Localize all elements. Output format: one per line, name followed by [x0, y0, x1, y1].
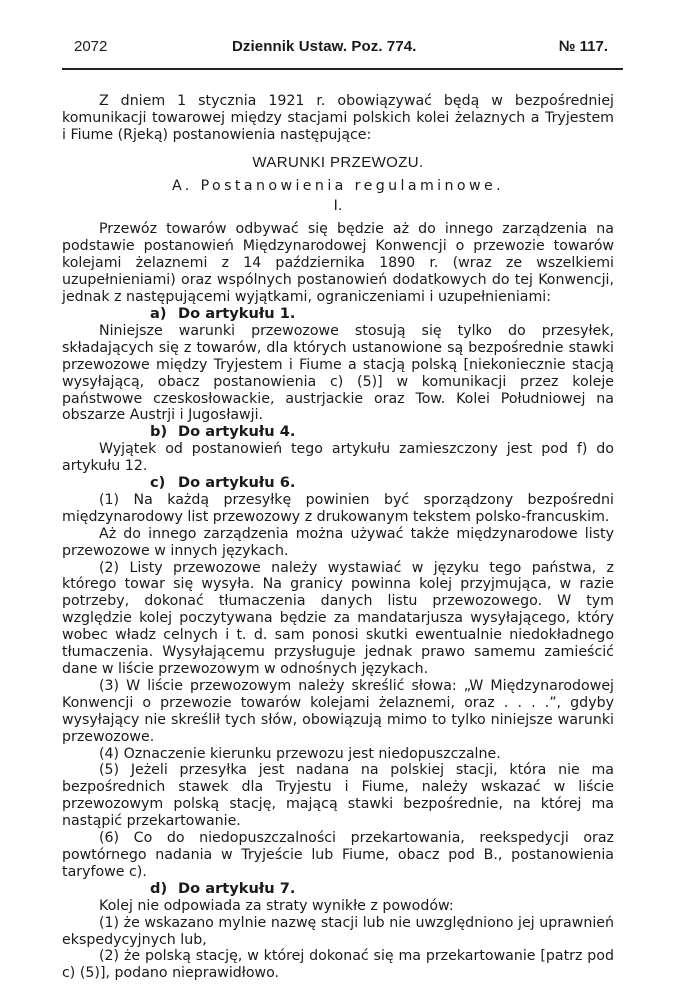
article-heading-a: a) Do artykułu 1.: [150, 304, 296, 322]
running-header: [74, 38, 614, 58]
article-b-paragraph: Wyjątek od postanowień tego artykułu zamieszczony jest pod f) do artykułu 12.: [62, 441, 614, 475]
article-c-paragraph: (5) Jeżeli przesyłka jest nadana na polskiej stacji, która nie ma bezpośrednich stawek dla Tryjestu i Fiume, należy wskazać w liście przewozowym polską stację, mającą stawki bezpośrednie, na której ma nastąpić przekartowanie.: [62, 762, 614, 830]
article-d-paragraph: (1) że wskazano mylnie nazwę stacji lub nie uwzględniono jej uprawnień ekspedycyjnych lub,: [62, 914, 614, 948]
intro-paragraph: Z dniem 1 stycznia 1921 r. obowiązywać będą w bezpośredniej komunikacji towarowej między stacjami polskich kolei żelaznych a Tryjestem i Fiume (Rjeką) postanowienia następujące:: [62, 93, 614, 143]
article-heading-d: d) Do artykułu 7.: [150, 879, 296, 897]
preamble-paragraph: Przewóz towarów odbywać się będzie aż do innego zarządzenia na podstawie postanowień Międzynarodowej Konwencji o przewozie towarów kolejami żelaznemi z 14 października 1890 r. (wraz ze wszelkiemi uzupełnieniami) oraz wspólnych postanowień dodatkowych do tej Konwencji, jednak z następującemi wyjątkami, ograniczeniami i uzupełnieniami:: [62, 221, 614, 306]
article-c-paragraph: (3) W liście przewozowym należy skreślić słowa: „W Międzynarodowej Konwencji o przewozie towarów kolejami żelaznemi, oraz . . . .”, gdyby wysyłający nie skreślił tych słów, obowiązują mimo to tylko niniejsze warunki przewozowe.: [62, 677, 614, 745]
issue-number: № 117.: [558, 38, 608, 55]
article-c-paragraph: Aż do innego zarządzenia można używać także międzynarodowe listy przewozowe w innych językach.: [62, 525, 614, 559]
article-c-paragraph: (4) Oznaczenie kierunku przewozu jest niedopuszczalne.: [99, 745, 501, 762]
article-d-paragraph: (2) że polską stację, w której dokonać się ma przekartowanie [patrz pod c) (5)], podano nieprawidłowo.: [62, 948, 614, 982]
subheading: A. Postanowienia regulaminowe.: [171, 177, 505, 194]
article-heading-b: b) Do artykułu 4.: [150, 423, 296, 441]
header-rule: [62, 68, 623, 70]
heading: WARUNKI PRZEWOZU.: [252, 153, 424, 171]
article-c-paragraph: (2) Listy przewozowe należy wystawiać w języku tego państwa, z którego towar się wysyła. Na granicy powinna kolej przyjmująca, w razie potrzeby, dokonać tłumaczenia danych listu przewozowego. W tym względzie kolej poczytywana będzie za mandatarjusza wysyłającego, który wobec władz celnych i t. d. sam ponosi skutki ewentualnie niedokładnego tłumaczenia. Wysyłającemu przysługuje jednak prawo samemu zamieścić dane w liście przewozowym w odnośnych językach.: [62, 559, 614, 677]
page-number: 2072: [74, 38, 108, 55]
article-c-paragraph: (6) Co do niedopuszczalności przekartowania, reekspedycji oraz powtórnego nadania w Tryjeście lub Fiume, obacz pod B., postanowienia taryfowe c).: [62, 830, 614, 880]
article-a-paragraph: Niniejsze warunki przewozowe stosują się tylko do przesyłek, składających się z towarów, dla których ustanowione są bezpośrednie stawki przewozowe między Tryjestem i Fiume a stacją polską [niekoniecznie stacją wysyłającą, obacz postanowienia c) (5)] w komunikacji przez koleje państwowe czeskosłowackie, austrjackie oraz Tow. Kolei Południowej na obszarze Austrji i Jugosławji.: [62, 322, 614, 424]
article-heading-c: c) Do artykułu 6.: [150, 474, 296, 492]
document-body: [62, 93, 614, 982]
article-d-paragraph: Kolej nie odpowiada za straty wynikłe z powodów:: [99, 897, 454, 914]
section-number: I.: [333, 197, 343, 214]
journal-title: Dziennik Ustaw. Poz. 774.: [232, 38, 417, 55]
article-c-paragraph: (1) Na każdą przesyłkę powinien być sporządzony bezpośredni międzynarodowy list przewozowy z drukowanym tekstem polsko-francuskim.: [62, 491, 614, 525]
